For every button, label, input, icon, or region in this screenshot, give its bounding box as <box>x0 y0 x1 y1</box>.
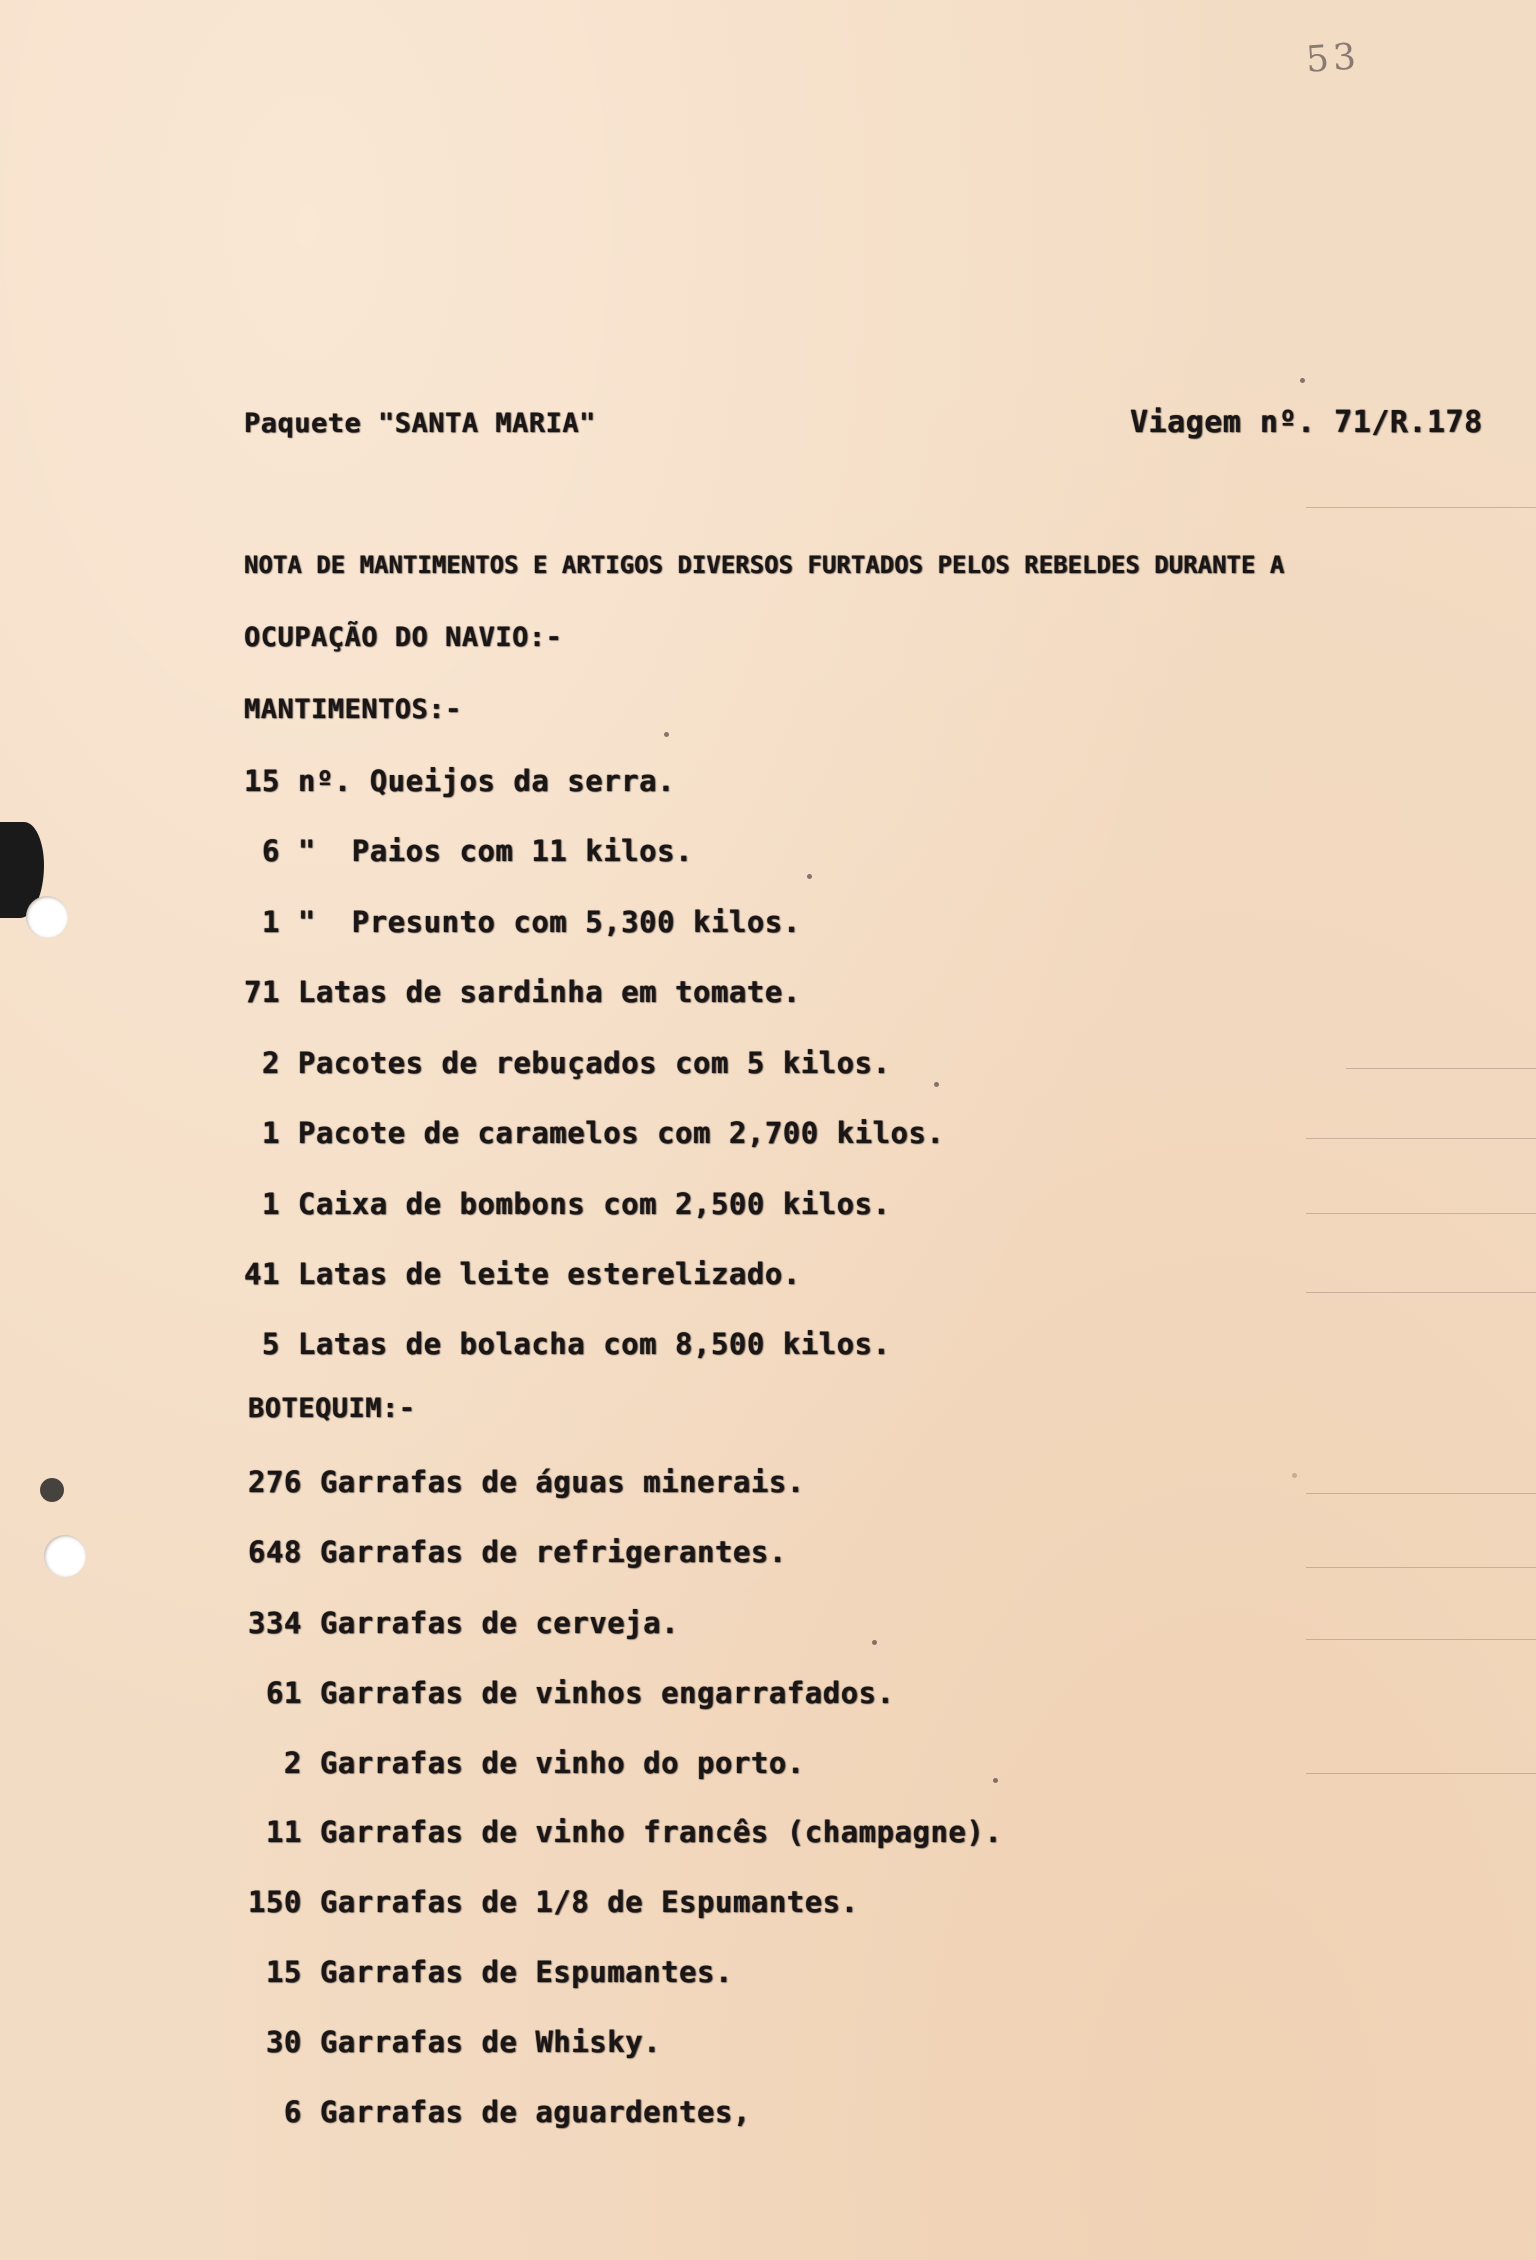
ruled-line <box>1306 507 1536 508</box>
list-item: 1 " Presunto com 5,300 kilos. <box>244 905 801 939</box>
list-item: 5 Latas de bolacha com 8,500 kilos. <box>244 1327 891 1361</box>
list-item: 11 Garrafas de vinho francês (champagne). <box>248 1815 1003 1849</box>
list-item: 61 Garrafas de vinhos engarrafados. <box>248 1676 895 1710</box>
voyage-number: Viagem nº. 71/R.178 <box>1130 405 1483 440</box>
list-item: 1 Pacote de caramelos com 2,700 kilos. <box>244 1116 945 1150</box>
punch-hole-bottom <box>44 1535 86 1577</box>
ruled-line <box>1306 1639 1536 1640</box>
list-item: 15 nº. Queijos da serra. <box>244 764 676 798</box>
speck <box>1300 378 1305 383</box>
ruled-line <box>1346 1068 1536 1069</box>
list-item: 276 Garrafas de águas minerais. <box>248 1465 805 1499</box>
list-item: 1 Caixa de bombons com 2,500 kilos. <box>244 1187 891 1221</box>
list-item: 71 Latas de sardinha em tomate. <box>244 975 801 1009</box>
speck <box>872 1640 877 1645</box>
section-heading-botequim: BOTEQUIM:- <box>248 1393 416 1424</box>
document-title-line-1: NOTA DE MANTIMENTOS E ARTIGOS DIVERSOS FURTADOS PELOS REBELDES DURANTE A <box>244 551 1285 579</box>
list-item: 15 Garrafas de Espumantes. <box>248 1955 733 1989</box>
list-item: 150 Garrafas de 1/8 de Espumantes. <box>248 1885 859 1919</box>
speck <box>1292 1473 1297 1478</box>
ruled-line <box>1306 1292 1536 1293</box>
speck <box>807 874 812 879</box>
ruled-line <box>1306 1493 1536 1494</box>
list-item: 648 Garrafas de refrigerantes. <box>248 1535 787 1569</box>
punch-hole-top <box>26 896 68 938</box>
list-item: 30 Garrafas de Whisky. <box>248 2025 662 2059</box>
list-item: 2 Garrafas de vinho do porto. <box>248 1746 805 1780</box>
ruled-line <box>1306 1213 1536 1214</box>
ruled-line <box>1306 1773 1536 1774</box>
ink-blot <box>40 1478 64 1502</box>
list-item: 334 Garrafas de cerveja. <box>248 1606 680 1640</box>
vessel-name: Paquete "SANTA MARIA" <box>244 408 596 439</box>
ruled-line <box>1306 1138 1536 1139</box>
list-item: 2 Pacotes de rebuçados com 5 kilos. <box>244 1046 891 1080</box>
speck <box>993 1778 998 1783</box>
page-number: 53 <box>1304 36 1362 81</box>
document-title-line-2: OCUPAÇÃO DO NAVIO:- <box>244 622 563 653</box>
ruled-line <box>1306 1567 1536 1568</box>
list-item: 41 Latas de leite esterelizado. <box>244 1257 801 1291</box>
list-item: 6 Garrafas de aguardentes, <box>248 2095 751 2129</box>
list-item: 6 " Paios com 11 kilos. <box>244 834 693 868</box>
section-heading-mantimentos: MANTIMENTOS:- <box>244 694 462 725</box>
speck <box>934 1082 939 1087</box>
speck <box>664 732 669 737</box>
